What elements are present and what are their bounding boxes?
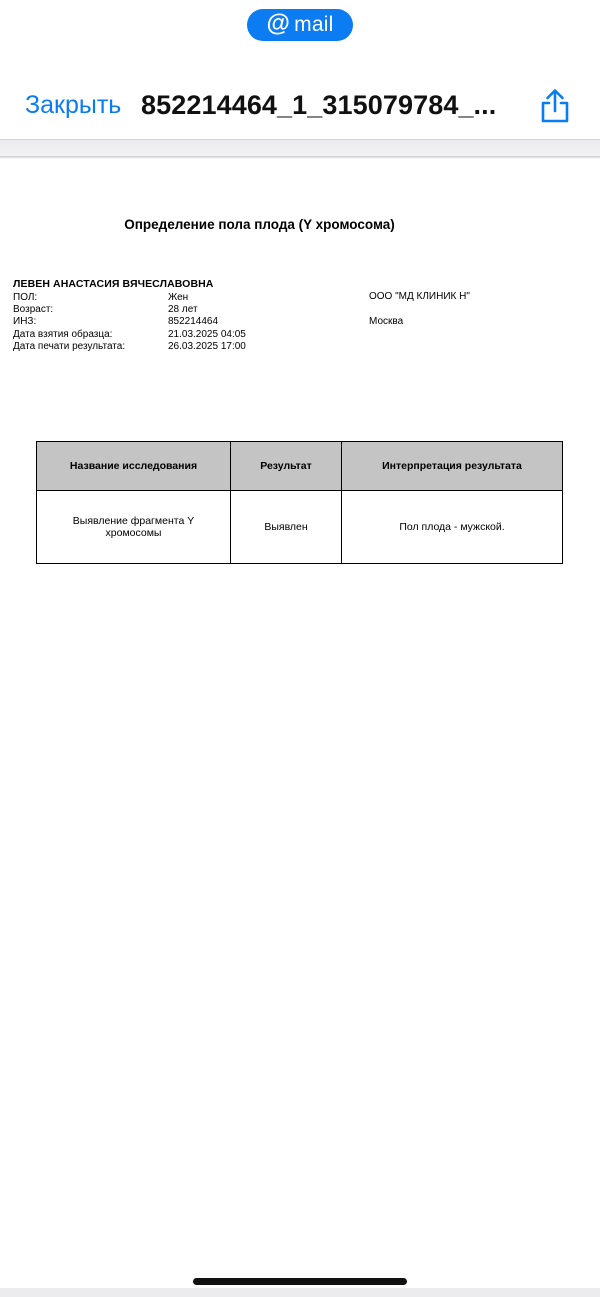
brand-name: mail <box>294 13 334 36</box>
info-label: ИНЗ: <box>13 316 37 327</box>
document-heading: Определение пола плода (Y хромосома) <box>124 217 395 232</box>
at-icon: @ <box>266 10 291 37</box>
info-row-print-date <box>13 341 293 353</box>
cell-interpretation: Пол плода - мужской. <box>342 491 563 564</box>
share-button[interactable] <box>536 86 574 126</box>
column-header-interpretation: Интерпретация результата <box>342 442 563 491</box>
cell-result: Выявлен <box>231 491 342 564</box>
viewer-header <box>0 78 600 138</box>
info-row-sample-date <box>13 329 293 341</box>
info-label: ПОЛ: <box>13 292 38 303</box>
info-value: 21.03.2025 04:05 <box>168 329 246 340</box>
results-table <box>36 441 563 564</box>
info-label: Возраст: <box>13 304 54 315</box>
document-page <box>0 159 600 1287</box>
info-value: Жен <box>168 292 189 303</box>
info-row-age <box>13 304 293 316</box>
clinic-city: Москва <box>369 316 404 327</box>
info-row-sex <box>13 292 293 304</box>
column-header-test-name: Название исследования <box>37 442 231 491</box>
cell-test-name: Выявление фрагмента Y хромосомы <box>37 491 231 564</box>
column-header-result: Результат <box>231 442 342 491</box>
info-label: Дата печати результата: <box>13 341 126 352</box>
clinic-name: ООО "МД КЛИНИК Н" <box>369 291 470 302</box>
info-label: Дата взятия образца: <box>13 329 113 340</box>
info-value: 26.03.2025 17:00 <box>168 341 246 352</box>
patient-name: ЛЕВЕН АНАСТАСИЯ ВЯЧЕСЛАВОВНА <box>13 278 214 290</box>
info-value: 28 лет <box>168 304 198 315</box>
info-row-inz <box>13 316 293 328</box>
home-indicator[interactable] <box>193 1278 407 1285</box>
mail-brand-badge <box>247 9 353 41</box>
document-title: 852214464_1_315079784_... <box>141 90 497 120</box>
table-header-row <box>37 442 563 491</box>
table-row <box>37 491 563 564</box>
close-button[interactable]: Закрыть <box>25 91 122 119</box>
bottom-bar <box>0 1288 600 1297</box>
info-value: 852214464 <box>168 316 219 327</box>
share-icon <box>536 86 574 126</box>
